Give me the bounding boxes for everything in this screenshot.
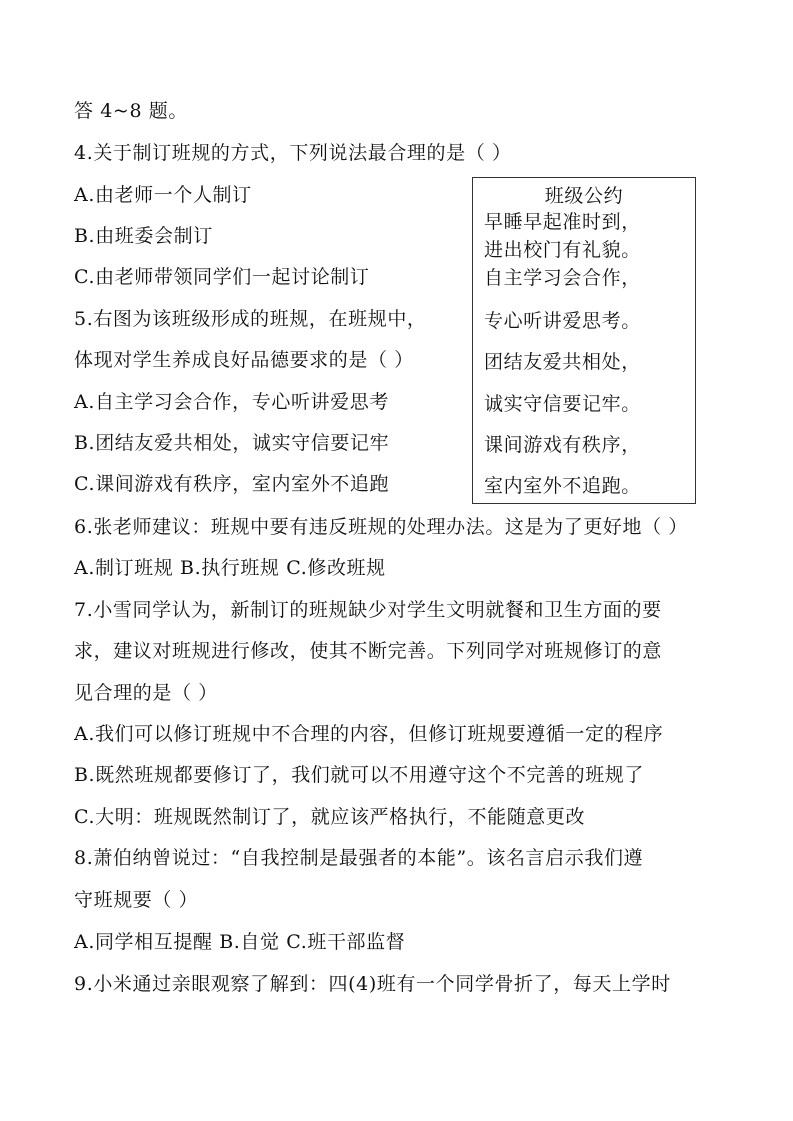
question-5-line-2: 体现对学生养成良好品德要求的是（ ） xyxy=(74,349,414,371)
convention-line-8: 室内室外不追跑。 xyxy=(484,475,641,497)
question-5-line-1: 5.右图为该班级形成的班规，在班规中， xyxy=(74,308,427,330)
convention-line-4: 专心听讲爱思考。 xyxy=(484,310,641,332)
question-7-line-2: 求，建议对班规进行修改，使其不断完善。下列同学对班规修订的意 xyxy=(74,640,663,662)
q5-option-c: C.课间游戏有秩序，室内室外不追跑 xyxy=(74,473,390,495)
question-9: 9.小米通过亲眼观察了解到：四(4)班有一个同学骨折了，每天上学时 xyxy=(74,973,671,995)
question-4: 4.关于制订班规的方式，下列说法最合理的是（ ） xyxy=(74,142,512,164)
q7-option-a: A.我们可以修订班规中不合理的内容，但修订班规要遵循一定的程序 xyxy=(74,723,664,745)
q8-options: A.同学相互提醒 B.自觉 C.班干部监督 xyxy=(74,931,406,953)
convention-line-6: 诚实守信要记牢。 xyxy=(484,393,641,415)
convention-line-2: 进出校门有礼貌。 xyxy=(484,239,641,261)
q4-option-a: A.由老师一个人制订 xyxy=(74,184,252,206)
convention-line-7: 课间游戏有秩序， xyxy=(484,434,641,456)
q6-options: A.制订班规 B.执行班规 C.修改班规 xyxy=(74,557,386,579)
question-6: 6.张老师建议：班规中要有违反班规的处理办法。这是为了更好地（ ） xyxy=(74,516,688,538)
q7-option-c: C.大明：班规既然制订了，就应该严格执行，不能随意更改 xyxy=(74,806,586,828)
q4-option-c: C.由老师带领同学们一起讨论制订 xyxy=(74,266,370,288)
q7-option-b: B.既然班规都要修订了，我们就可以不用遵守这个不完善的班规了 xyxy=(74,764,645,786)
question-7-line-1: 7.小雪同学认为，新制订的班规缺少对学生文明就餐和卫生方面的要 xyxy=(74,599,662,621)
convention-line-5: 团结友爱共相处， xyxy=(484,351,641,373)
q4-option-b: B.由班委会制订 xyxy=(74,225,213,247)
question-8-line-1: 8.萧伯纳曾说过：“自我控制是最强者的本能”。该名言启示我们遵 xyxy=(74,847,644,869)
convention-line-1: 早睡早起准时到， xyxy=(484,211,641,233)
q5-option-b: B.团结友爱共相处，诚实守信要记牢 xyxy=(74,432,390,454)
question-7-line-3: 见合理的是（ ） xyxy=(74,682,218,704)
question-8-line-2: 守班规要（ ） xyxy=(74,889,199,911)
convention-line-3: 自主学习会合作， xyxy=(484,267,641,289)
convention-title: 班级公约 xyxy=(544,185,624,207)
text-line-intro: 答 4~8 题。 xyxy=(74,100,188,122)
q5-option-a: A.自主学习会合作，专心听讲爱思考 xyxy=(74,391,389,413)
